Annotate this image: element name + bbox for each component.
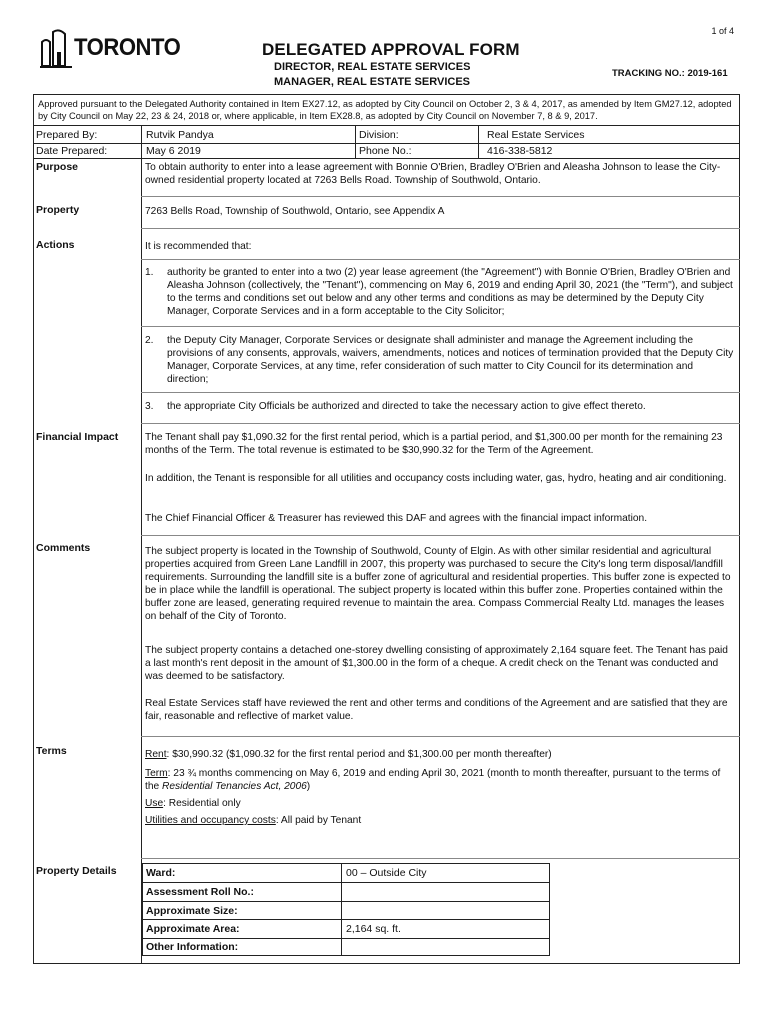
action-item-text: authority be granted to enter into a two (2) year lease agreement (the "Agreement") with Bonnie O'Brien, Bradley O'Brien and Aleasha Johnson (collectively, the "Tenant"), commencing on May 6, 2019 and ending April 30, 2021 (the "Term"), and subject to the terms and conditions set out below and any other terms and conditions as may be determined by the Deputy City Manager, Corporate Services and in a form acceptable to the City Solicitor; <box>167 267 733 317</box>
division-value: Real Estate Services <box>487 129 585 141</box>
actions-intro: It is recommended that: <box>145 241 252 252</box>
other-information-label: Other Information: <box>146 941 239 953</box>
page-number: 1 of 4 <box>711 26 734 36</box>
term-label: Term <box>145 768 168 779</box>
comments-paragraph: Real Estate Services staff have reviewed the rent and other terms and conditions of the Agreement and are satisfied that they are fair, reasonable and reflective of market value. <box>145 698 728 722</box>
financial-paragraph: In addition, the Tenant is responsible for all utilities and occupancy costs including water, gas, hydro, heating and air conditioning. <box>145 473 727 484</box>
approval-statement: Approved pursuant to the Delegated Authority contained in Item EX27.12, as adopted by City Council on October 2, 3 & 4, 2017, as amended by Item GM27.12, adopted by City Council on May 22, 23 & 24, 2018 or, where applicable, in Item EX28.8, as adopted by City Council on November 7, 8 & 9, 2017. <box>38 99 732 121</box>
form-subtitle-director: DIRECTOR, REAL ESTATE SERVICES <box>274 61 471 73</box>
assessment-roll-label: Assessment Roll No.: <box>146 886 254 898</box>
form-title: DELEGATED APPROVAL FORM <box>262 40 520 59</box>
action-number: 3. <box>145 401 154 412</box>
tracking-number: TRACKING NO.: 2019-161 <box>612 68 728 79</box>
term-act: Residential Tenancies Act, 2006 <box>162 781 307 792</box>
comments-label: Comments <box>36 542 91 554</box>
rent-label: Rent <box>145 749 167 760</box>
action-item-text: the Deputy City Manager, Corporate Services or designate shall administer and manage the Agreement including the provisions of any consents, approvals, waivers, amendments, notices and notices of termination provided that the Deputy City Manager, Corporate Services, at any time, refer consideration of such matter to City Council for its determination and direction; <box>167 335 734 385</box>
terms-label: Terms <box>36 745 67 757</box>
date-prepared-label: Date Prepared: <box>36 145 108 157</box>
prepared-by-value: Rutvik Pandya <box>146 129 214 141</box>
comments-paragraph: The subject property is located in the Township of Southwold, County of Elgin. As with other similar residential and agricultural properties acquired from Green Lane Landfill in 2007, this property was purchased to secure the City's long term disposal/landfill requirements. Surrounding the landfill site is a buffer zone of agricultural and residential properties. This buffer zone is expected to be in place while the landfill is operational. The subject property is located within this buffer zone. Properties contained within the buffer zone are leased, generating required revenue to maintain the area. Compass Commercial Realty Ltd. manages the leases on behalf of the City of Toronto. <box>145 546 731 622</box>
date-prepared-value: May 6 2019 <box>146 145 201 157</box>
city-hall-icon <box>40 28 74 68</box>
use-label: Use <box>145 798 164 809</box>
actions-label: Actions <box>36 239 75 251</box>
form-subtitle-manager: MANAGER, REAL ESTATE SERVICES <box>274 76 470 88</box>
action-number: 2. <box>145 335 154 346</box>
terms-term <box>145 767 735 793</box>
use-text: : Residential only <box>163 798 241 809</box>
action-item-text: the appropriate City Officials be authorized and directed to take the necessary action to give effect thereto. <box>167 401 646 412</box>
terms-use <box>145 797 735 810</box>
rent-text: : $30,990.32 ($1,090.32 for the first rental period and $1,300.00 per month thereafter) <box>166 749 552 760</box>
ward-label: Ward: <box>146 867 176 879</box>
toronto-logo <box>40 28 180 68</box>
logo-wordmark: TORONTO <box>74 34 181 61</box>
approximate-area-label: Approximate Area: <box>146 923 240 935</box>
term-text: : 23 ¾ months commencing on May 6, 2019 and ending April 30, 2021 (month to month thereafter, pursuant to the terms of the <box>145 768 721 792</box>
approximate-size-label: Approximate Size: <box>146 905 238 917</box>
prepared-by-label: Prepared By: <box>36 129 98 141</box>
terms-rent <box>145 748 735 761</box>
utilities-text: : All paid by Tenant <box>275 815 362 826</box>
phone-label: Phone No.: <box>359 145 412 157</box>
financial-paragraph: The Tenant shall pay $1,090.32 for the first rental period, which is a partial period, and $1,300.00 per month for the remaining 23 months of the Term. The total revenue is estimated to be $30,990.32 for the Term of the Agreement. <box>145 432 723 456</box>
ward-value: 00 – Outside City <box>346 867 427 879</box>
form-frame <box>33 94 740 964</box>
property-details-label: Property Details <box>36 865 117 877</box>
terms-utilities <box>145 814 735 827</box>
division-label: Division: <box>359 129 399 141</box>
financial-paragraph: The Chief Financial Officer & Treasurer has reviewed this DAF and agrees with the financial impact information. <box>145 513 648 524</box>
phone-value: 416-338-5812 <box>487 145 553 157</box>
action-number: 1. <box>145 267 154 278</box>
property-label: Property <box>36 204 80 216</box>
comments-paragraph: The subject property contains a detached one-storey dwelling consisting of approximately 2,164 square feet. The Tenant has paid a last month's rent deposit in the amount of $1,300.00 in the form of a cheque. A credit check on the Tenant was conducted and was deemed to be satisfactory. <box>145 645 728 682</box>
utilities-label: Utilities and occupancy costs <box>145 815 276 826</box>
financial-impact-label: Financial Impact <box>36 431 119 443</box>
approximate-area-value: 2,164 sq. ft. <box>346 923 401 935</box>
purpose-text: To obtain authority to enter into a lease agreement with Bonnie O'Brien, Bradley O'Brien and Aleasha Johnson to lease the City-owned residential property located at 7263 Bells Road. Township of Southwold, Ontario. <box>145 162 721 186</box>
term-end: ) <box>306 781 311 792</box>
property-text: 7263 Bells Road, Township of Southwold, Ontario, see Appendix A <box>145 206 445 217</box>
purpose-label: Purpose <box>36 161 79 173</box>
